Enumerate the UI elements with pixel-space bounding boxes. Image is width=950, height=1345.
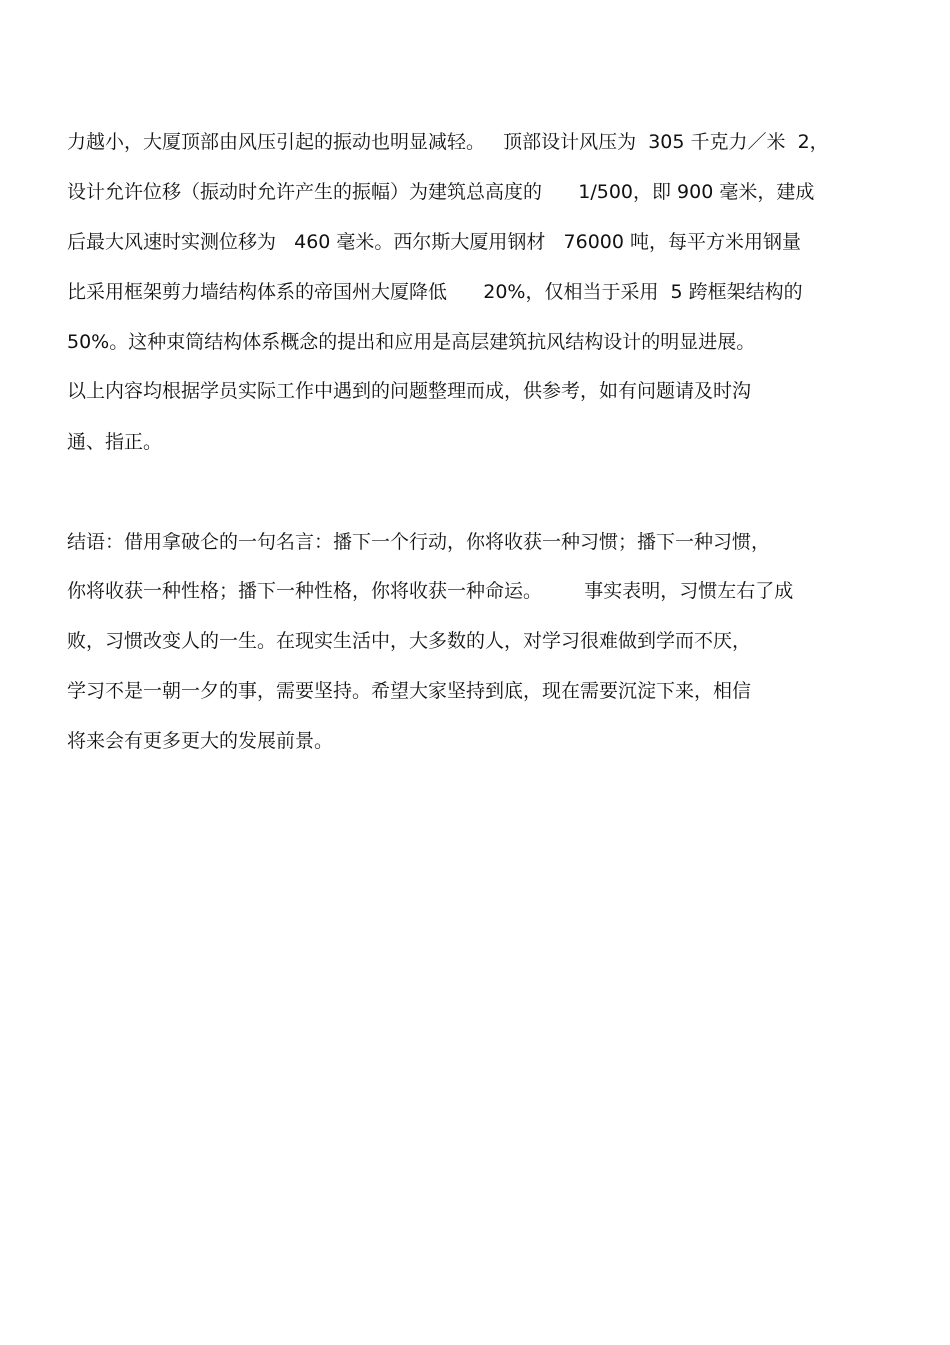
text-line: 50%。这种束筒结构体系概念的提出和应用是高层建筑抗风结构设计的明显进展。 bbox=[67, 331, 756, 353]
text-line: 通、指正。 bbox=[67, 431, 163, 453]
text-line: 结语：借用拿破仑的一句名言：播下一个行动，你将收获一种习惯；播下一种习惯， bbox=[67, 531, 771, 553]
text-line: 以上内容均根据学员实际工作中遇到的问题整理而成，供参考，如有问题请及时沟 bbox=[67, 380, 752, 402]
text-line: 败，习惯改变人的一生。在现实生活中，大多数的人，对学习很难做到学而不厌， bbox=[67, 630, 752, 652]
text-line: 学习不是一朝一夕的事，需要坚持。希望大家坚持到底，现在需要沉淀下来，相信 bbox=[67, 680, 752, 702]
text-line: 后最大风速时实测位移为 460 毫米。西尔斯大厦用钢材 76000 吨，每平方米用钢量 bbox=[67, 231, 802, 253]
text-line: 力越小，大厦顶部由风压引起的振动也明显减轻。 顶部设计风压为 305 千克力／米 2， bbox=[67, 131, 829, 153]
text-line: 设计允许位移（振动时允许产生的振幅）为建筑总高度的 1/500，即 900 毫米，建成 bbox=[67, 181, 815, 203]
text-line: 比采用框架剪力墙结构体系的帝国州大厦降低 20%，仅相当于采用 5 跨框架结构的 bbox=[67, 281, 803, 303]
text-line: 你将收获一种性格；播下一种性格，你将收获一种命运。 事实表明，习惯左右了成 bbox=[67, 580, 794, 602]
text-line: 将来会有更多更大的发展前景。 bbox=[67, 730, 334, 752]
